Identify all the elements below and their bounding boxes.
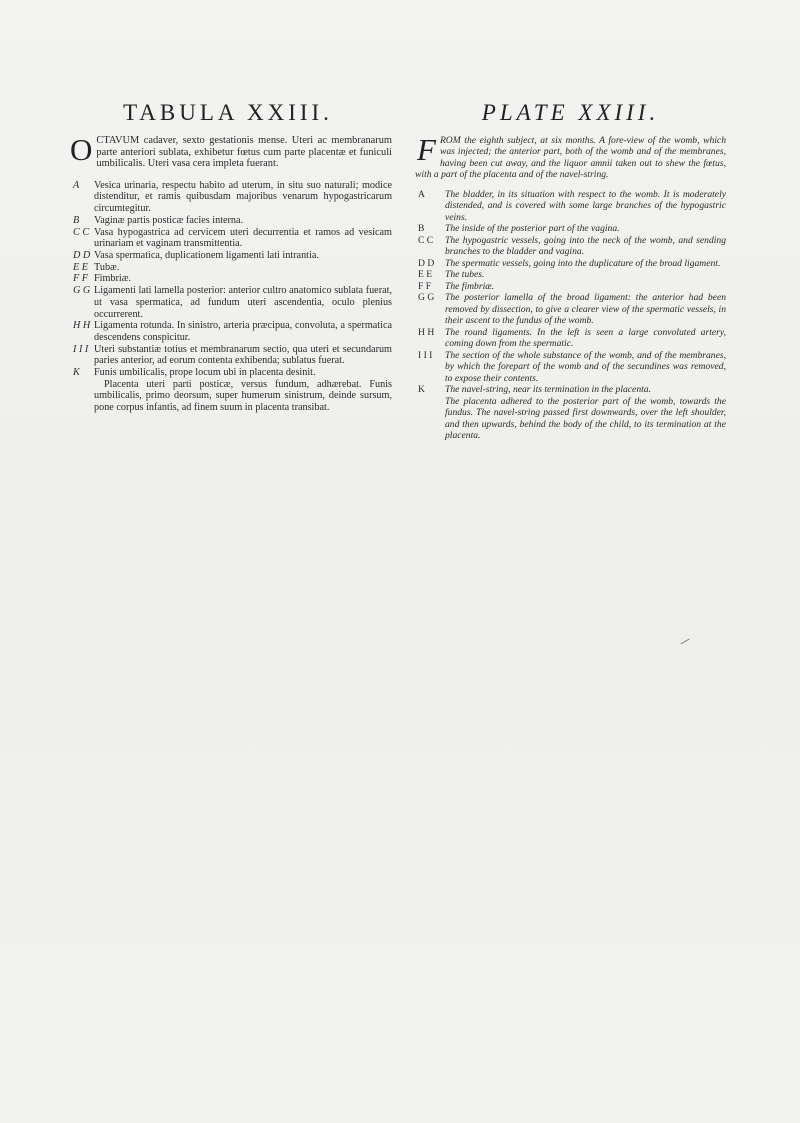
entry-key: K (418, 384, 425, 396)
entry-text: Uteri substantiæ totius et membranarum sectio, qua uteri et secundarum paries anterior, ad eorum contenta exhibenda; sublatus fuerat. (94, 343, 392, 367)
latin-entry (64, 344, 392, 367)
entry-text: The inside of the posterior part of the vagina. (445, 223, 620, 235)
entry-text: The navel-string, near its termination in the placenta. (445, 384, 651, 396)
latin-entries (64, 180, 392, 414)
english-intro-text: ROM the eighth subject, at six months. A fore-view of the womb, which was injected; the anterior part, both of the womb and of the membranes, having been cut away, and the liquor amnii taken out to shew the fœtus, with a part of the placenta and of the navel-string. (415, 135, 726, 181)
english-entry (415, 258, 726, 270)
entry-key: A (73, 179, 80, 191)
english-closing-paragraph: The placenta adhered to the posterior part of the womb, towards the fundus. The navel-string passed first downwards, over the left shoulder, and then upwards, behind the body of the child, to its termination at the placenta. (445, 395, 726, 442)
latin-entry (64, 320, 392, 343)
entry-key: E E (418, 269, 433, 281)
english-entry (415, 235, 726, 258)
entry-key: E E (73, 261, 88, 273)
entry-key: F F (418, 280, 432, 292)
entry-key: C C (73, 226, 90, 238)
latin-column (64, 100, 392, 414)
english-entry (415, 350, 726, 385)
entry-key: A (418, 188, 425, 200)
entry-text: Tubæ. (94, 261, 120, 273)
entry-key: D D (73, 250, 91, 261)
english-entry (415, 327, 726, 350)
entry-key: H H (418, 326, 435, 338)
entry-text: Vasa spermatica, duplicationem ligamenti lati intrantia. (94, 250, 319, 261)
entry-text: The round ligaments. In the left is seen a large convoluted artery, coming down from the spermatic. (445, 326, 726, 350)
latin-entry (64, 227, 392, 250)
entry-text: Vesica urinaria, respectu habito ad uterum, in situ suo naturali; modice distenditur, et ramis quibusdam majoribus venarum hypogastricarum circumtegitur. (94, 179, 392, 215)
latin-drop-cap: O (70, 132, 93, 167)
entry-key: G G (418, 292, 435, 304)
entry-text: The section of the whole substance of the womb, and of the membranes, by which the forepart of the womb and of the secundines was removed, to expose their contents. (445, 349, 726, 384)
entry-text: Ligamenta rotunda. In sinistro, arteria præcipua, convoluta, a spermatica descendens conspicitur. (94, 320, 392, 343)
latin-entry (64, 215, 392, 227)
entry-text: Fimbriæ. (94, 273, 132, 285)
entry-text: The fimbriæ. (445, 280, 495, 292)
entry-key: B (418, 223, 425, 235)
english-entry (415, 189, 726, 224)
latin-entry (64, 180, 392, 215)
latin-intro-text: CTAVUM cadaver, sexto gestationis mense. Uteri ac membranarum parte anteriori sublata, exhibetur fœtus cum parte placentæ et funiculi umbilicalis. Uteri vasa cera impleta fuerant. (96, 135, 392, 170)
entry-text: The hypogastric vessels, going into the neck of the womb, and sending branches to the bladder and vagina. (445, 234, 726, 258)
latin-title: TABULA XXIII. (123, 100, 333, 125)
english-column (415, 100, 726, 442)
english-entry (415, 269, 726, 281)
latin-intro (64, 132, 392, 170)
entry-key: B (73, 214, 80, 226)
latin-entry (64, 367, 392, 379)
latin-entry (64, 250, 392, 262)
english-entry (415, 281, 726, 293)
latin-closing-paragraph: Placenta uteri parti posticæ, versus fundum, adhærebat. Funis umbilicalis, primo deorsum, super humerum sinistrum, deinde sursum, pone corpus infantis, ad finem suum in placenta transibat. (94, 378, 392, 414)
entry-text: Ligamenti lati lamella posterior: anterior cultro anatomico sublata fuerat, ut vasa spermatica, ad fundum uteri ascendentia, oculo plenius occurrerent. (94, 285, 392, 320)
entry-text: Vasa hypogastrica ad cervicem uteri decurrentia et ramos ad vesicam urinariam et vaginam transmittentia. (94, 226, 392, 250)
entry-key: D D (418, 257, 435, 269)
latin-entry (64, 285, 392, 320)
english-title: PLATE XXIII. (481, 100, 660, 125)
english-drop-cap: F (417, 132, 436, 167)
entry-text: The bladder, in its situation with respect to the womb. It is moderately distended, and is covered with some large branches of the hypogastric veins. (445, 188, 726, 223)
entry-key: I I I (418, 349, 433, 361)
entry-key: H H (73, 320, 91, 332)
entry-text: The posterior lamella of the broad ligament: the anterior had been removed by dissection, to give a clearer view of the spermatic vessels, in their ascent to the fundus of the womb. (445, 292, 726, 327)
entry-text: Funis umbilicalis, prope locum ubi in placenta desinit. (94, 367, 316, 379)
english-intro (415, 132, 726, 181)
latin-entry (64, 262, 392, 274)
entry-text: Vaginæ partis posticæ facies interna. (94, 214, 244, 226)
pen-mark (680, 639, 689, 645)
entry-key: G G (73, 285, 91, 297)
english-entry (415, 292, 726, 327)
english-entry (415, 384, 726, 396)
english-entry (415, 223, 726, 235)
entry-key: C C (418, 234, 434, 246)
entry-text: The tubes. (445, 269, 485, 281)
entry-key: I I I (73, 343, 89, 355)
entry-key: K (73, 367, 80, 379)
entry-text: The spermatic vessels, going into the duplicature of the broad ligament. (445, 257, 721, 269)
latin-entry (64, 273, 392, 285)
entry-key: F F (73, 273, 88, 285)
english-entries (415, 189, 726, 442)
